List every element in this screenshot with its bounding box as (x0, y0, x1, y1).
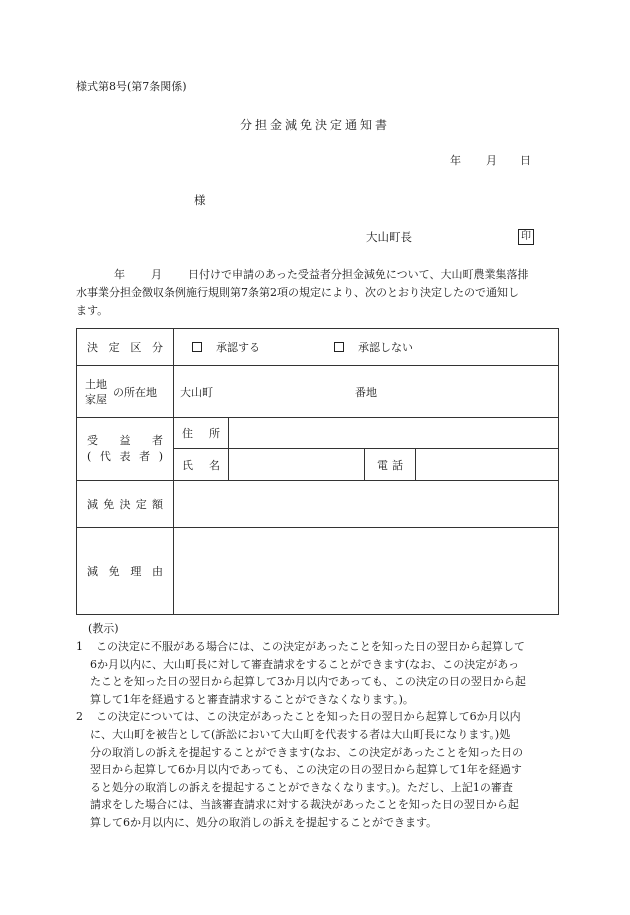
reject-checkbox[interactable] (334, 342, 344, 352)
phone-value[interactable] (416, 449, 559, 481)
decision-form-table (76, 328, 559, 615)
note-line: に、大山町を被告として(訴訟において大山町を代表する者は大山町長になります。)処 (90, 727, 511, 741)
beneficiary-label-bottom: (代表者) (87, 450, 163, 463)
note-line: ると処分の取消しの訴えを提起することができなくなります。)。ただし、上記1の審査 (90, 780, 513, 794)
notes-heading: (教示) (88, 622, 119, 635)
note-line: 翌日から起算して6か月以内であっても、この決定の日の翌日から起算して1年を経過す (90, 763, 522, 777)
amount-row (77, 481, 559, 528)
note-line: 算して6か月以内に、処分の取消しの訴えを提起することができます。 (90, 815, 438, 829)
address-value[interactable] (229, 418, 559, 449)
note-line: 請求をした場合には、当該審査請求に対する裁決があったことを知った日の翌日から起 (90, 798, 519, 812)
decision-label: 決定区分 (77, 329, 174, 366)
date-month: 月 (486, 154, 497, 167)
beneficiary-address-row (77, 418, 559, 449)
amount-label: 減免決定額 (77, 481, 174, 528)
location-town: 大山町 (180, 385, 213, 399)
note-number: 2 (76, 710, 83, 724)
note-number: 1 (76, 640, 83, 653)
document-title: 分担金減免決定通知書 (239, 118, 390, 132)
intro-line-2: 水事業分担金徴収条例施行規則第7条第2項の規定により、次のとおり決定したので通知し (76, 286, 519, 299)
note-line: 分の取消しの訴えを提起することができます(なお、この決定があったことを知った日の (90, 745, 524, 759)
amount-value[interactable] (174, 481, 559, 528)
address-label: 住所 (174, 418, 229, 449)
form-number: 様式第8号(第7条関係) (76, 80, 187, 93)
reason-row (77, 528, 559, 615)
reject-option-label: 承認しない (358, 341, 413, 354)
note-item-1 (76, 638, 560, 708)
beneficiary-label (77, 418, 174, 481)
intro-line-3: ます。 (76, 304, 109, 317)
note-line: たことを知った日の翌日から起算して3か月以内であっても、この決定の日の翌日から起 (90, 675, 526, 689)
issuer-name: 大山町長 (366, 230, 412, 244)
beneficiary-label-top: 受益者 (87, 434, 163, 447)
location-label-land: 土地 (85, 377, 107, 391)
seal-mark: 印 (518, 229, 534, 245)
reason-label: 減免理由 (77, 528, 174, 615)
note-line: この決定に不服がある場合には、この決定があったことを知った日の翌日から起算して (96, 640, 525, 653)
addressee-suffix: 様 (194, 193, 206, 207)
date-year: 年 (450, 154, 461, 167)
decision-options (174, 329, 559, 366)
location-label (77, 366, 174, 418)
name-label: 氏名 (174, 449, 229, 481)
intro-year: 年 (114, 268, 125, 281)
intro-paragraph (76, 266, 558, 320)
location-row (77, 366, 559, 418)
intro-line-1-text: 日付けで申請のあった受益者分担金減免について、大山町農業集落排 (188, 268, 529, 281)
note-line: 算して1年を経過すると審査請求することができなくなります。)。 (90, 692, 414, 706)
date-day: 日 (520, 154, 531, 167)
note-line: この決定については、この決定があったことを知った日の翌日から起算して6か月以内 (96, 710, 521, 724)
phone-label: 電話 (365, 449, 416, 481)
name-value[interactable] (229, 449, 365, 481)
intro-line-1 (76, 266, 558, 284)
location-label-suffix: の所在地 (113, 385, 157, 399)
location-label-house: 家屋 (85, 392, 107, 406)
note-line: 6か月以内に、大山町長に対して審査請求をすることができます(なお、この決定があっ (90, 657, 520, 671)
note-item-2 (76, 708, 560, 831)
approve-option-label: 承認する (216, 341, 260, 354)
location-banchi: 番地 (355, 385, 377, 399)
location-value[interactable] (174, 366, 559, 418)
reason-value[interactable] (174, 528, 559, 615)
notes-list (76, 638, 560, 832)
decision-row (77, 329, 559, 366)
intro-month: 月 (151, 268, 162, 281)
approve-checkbox[interactable] (192, 342, 202, 352)
